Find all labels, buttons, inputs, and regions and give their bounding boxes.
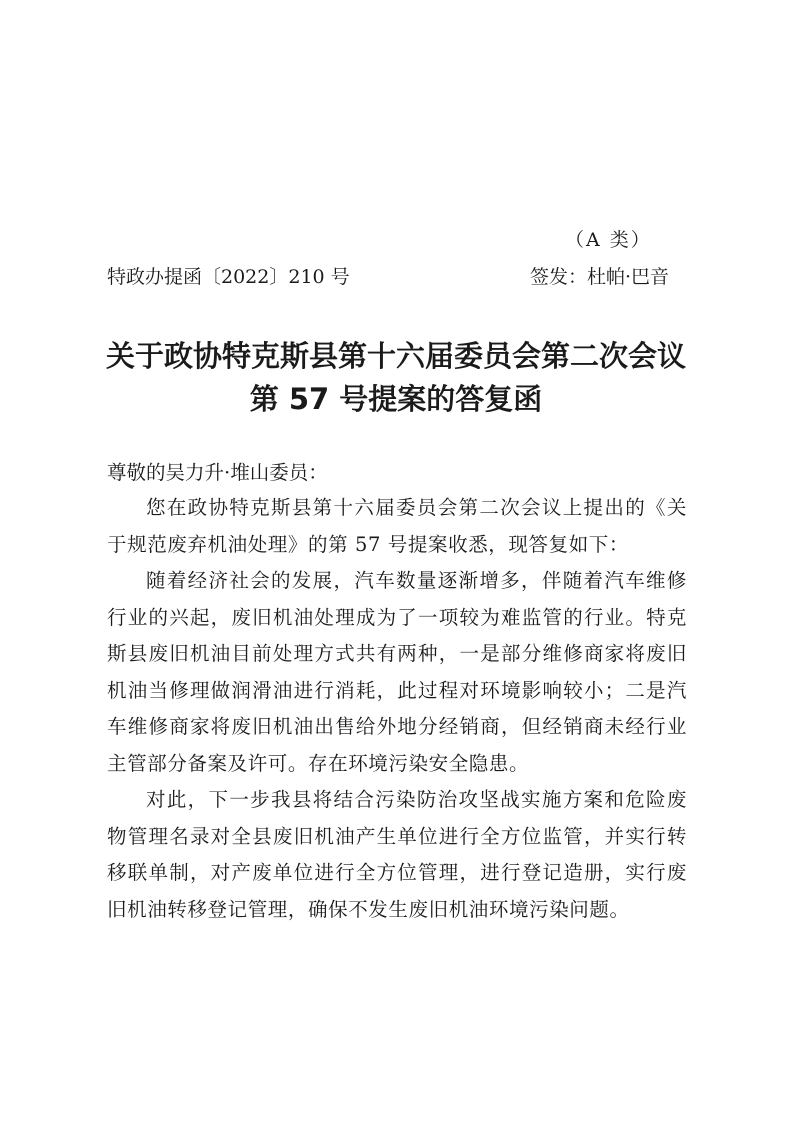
document-category: （A 类） [565,229,652,251]
title-line-2: 第 57 号提案的答复函 [249,382,543,416]
letter-body [107,490,687,928]
paragraph-background: 随着经济社会的发展，汽车数量逐渐增多，伴随着汽车维修行业的兴起，废旧机油处理成为了一项较为难监管的行业。特克斯县废旧机油目前处理方式共有两种，一是部分维修商家将废旧机油当修理做润滑油进行消耗，此过程对环境影响较小；二是汽车维修商家将废旧机油出售给外地分经销商，但经销商未经行业主管部分备案及许可。存在环境污染安全隐患。 [107,569,687,775]
document-title [0,335,792,421]
salutation: 尊敬的吴力升·堆山委员： [107,461,328,484]
document-number: 特政办提函〔2022〕210 号 [107,266,350,288]
paragraph-measures: 对此，下一步我县将结合污染防治攻坚战实施方案和危险废物管理名录对全县废旧机油产生单位进行全方位监管，并实行转移联单制，对产废单位进行全方位管理，进行登记造册，实行废旧机油转移登记管理，确保不发生废旧机油环境污染问题。 [107,788,687,921]
issuer-signature: 签发：杜帕·巴音 [530,266,670,288]
paragraph-acknowledgement: 您在政协特克斯县第十六届委员会第二次会议上提出的《关于规范废弃机油处理》的第 57 号提案收悉，现答复如下： [107,496,687,556]
title-line-1: 关于政协特克斯县第十六届委员会第二次会议 [105,339,686,373]
